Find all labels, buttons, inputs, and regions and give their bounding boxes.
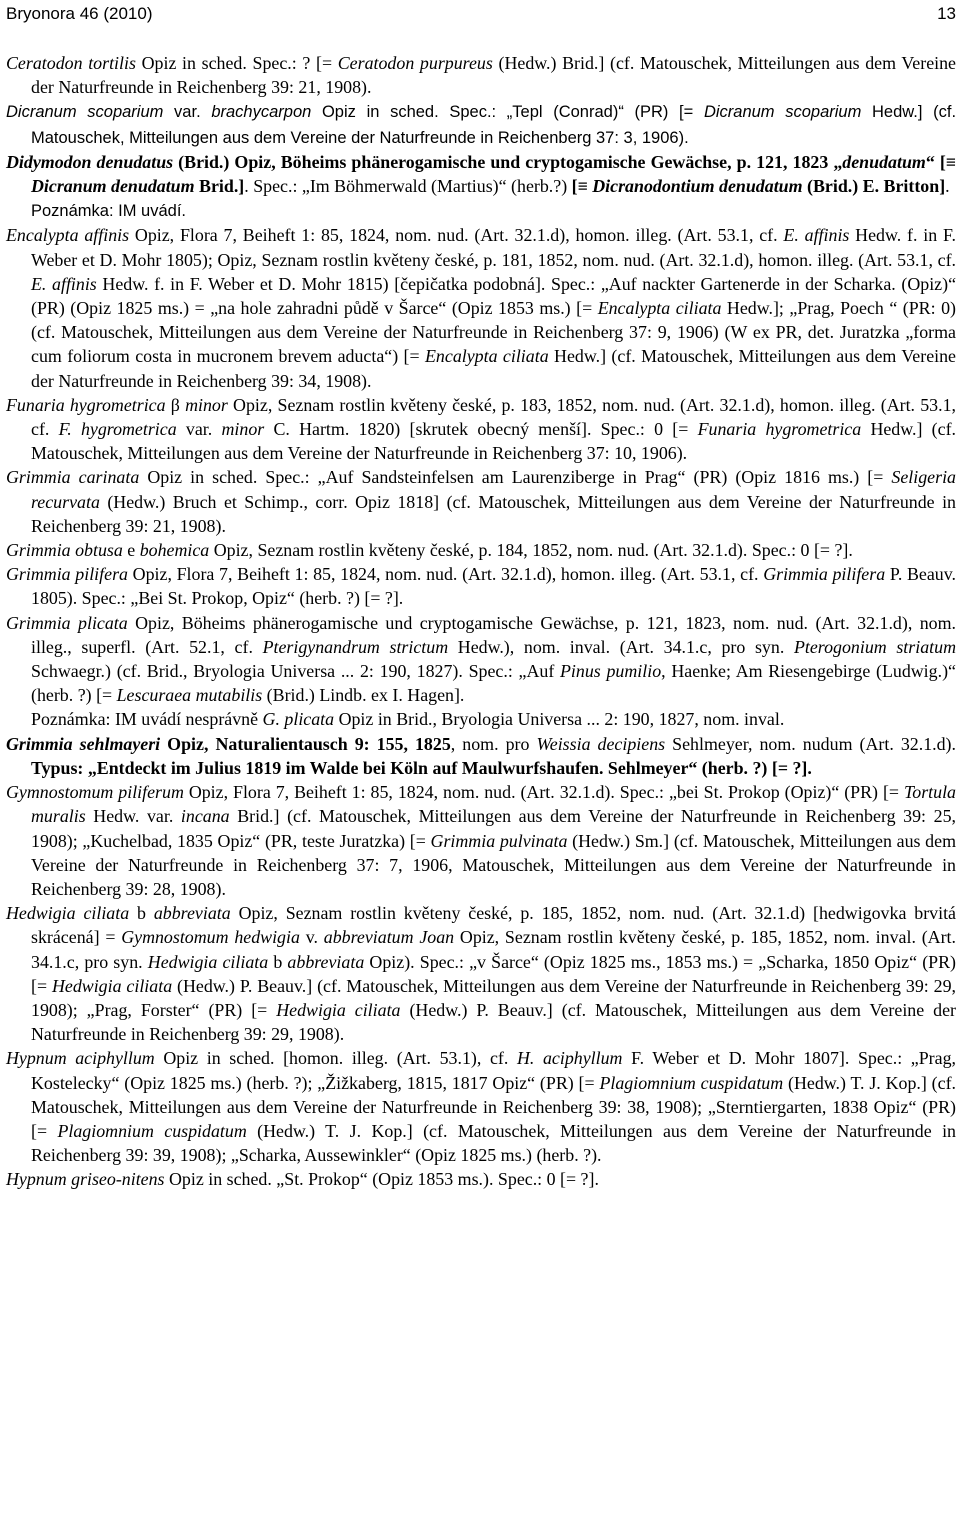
entry-text: , Haenke; Am Riesengebirge (Ludwig.)“ (herb. ?) [=	[31, 661, 956, 706]
entry-text: Opiz, Böheims phänerogamische und cryptogamische Gewächse, p. 121, 1823, nom. nud. (Art. 32.1.d), nom. illeg., superfl. (Art. 52.1, cf.	[31, 612, 956, 657]
taxon-name: Grimmia carinata	[6, 467, 140, 488]
entry-text: (Hedw.) P. Beauv.] (cf. Matouschek, Mitteilungen aus dem Vereine der Naturfreunde in Reichenberg 39: 29, 1908); „Prag, Forster“ (PR) [=	[31, 975, 956, 1020]
taxon-name: Grimmia plicata	[6, 612, 128, 633]
entry-text: [≡	[571, 176, 593, 197]
taxon-name: E. affinis	[31, 273, 97, 294]
taxon-name: Grimmia sehlmayeri	[6, 733, 161, 754]
taxon-name: Grimmia pilifera	[6, 564, 128, 585]
entry-text: β	[165, 394, 186, 415]
entry-text: , nom. pro	[450, 733, 537, 754]
taxon-name: Hypnum aciphyllum	[6, 1048, 155, 1069]
entry-text: C. Hartm. 1820) [skrutek obecný menší]. Spec.: 0 [=	[264, 419, 698, 440]
taxon-entry	[6, 465, 956, 538]
taxon-entry	[6, 223, 956, 392]
taxon-name: Pterogonium striatum	[793, 636, 956, 657]
entry-text: Poznámka: IM uvádí nesprávně	[31, 709, 263, 730]
entry-text: Opiz in sched. Spec.: „Tepl (Conrad)“ (PR) [=	[311, 103, 704, 122]
taxon-name: Hedwigia ciliata	[51, 975, 173, 996]
entry-text: Sehlmeyer, nom. nudum (Art. 32.1.d).	[665, 733, 956, 754]
entry-text: Typus: „Entdeckt im Julius 1819 im Walde bei Köln auf Maulwurfshaufen. Sehlmeyer“ (herb. ?) [= ?].	[31, 757, 812, 778]
taxon-name: Ceratodon purpureus	[337, 53, 493, 73]
taxon-entry	[6, 780, 956, 901]
entry-text: (Hedw.) Brid.] (cf. Matouschek, Mitteilungen aus dem Vereine der Naturfreunde in Reichenberg 39: 21, 1908).	[31, 53, 956, 98]
taxon-name: minor	[185, 394, 228, 415]
entry-text: Opiz, Naturalientausch 9: 155, 1825	[160, 733, 451, 754]
taxon-name: Funaria hygrometrica	[6, 394, 166, 415]
entry-text: v.	[299, 927, 324, 948]
taxon-name: Dicranum denudatum	[31, 176, 195, 197]
taxon-entry	[6, 732, 956, 780]
entry-text: Opiz, Flora 7, Beiheft 1: 85, 1824, nom. nud. (Art. 32.1.d), homon. illeg. (Art. 53.1, cf.	[129, 225, 784, 246]
taxon-name: Weissia decipiens	[536, 733, 666, 754]
entry-text: Brid.] (cf. Matouschek, Mitteilungen aus dem Vereine der Naturfreunde in Reichenberg 39: 25, 1908); „Kuchelbad, 1835 Opiz“ (PR, teste Juratzka) [=	[31, 806, 956, 851]
taxon-name: brachycarpon	[211, 103, 312, 122]
taxon-name: Hypnum griseo-nitens	[6, 1169, 165, 1190]
taxon-name: H. aciphyllum	[516, 1048, 623, 1069]
document-body	[6, 51, 956, 1192]
note-paragraph	[6, 198, 956, 223]
taxon-name: Didymodon denudatus	[6, 151, 174, 172]
entry-text: Opiz, Seznam rostlin květeny české, p. 185, 1852, nom. nud. (Art. 32.1.d) [hedwigovka brvitá skrácená] =	[31, 903, 956, 948]
entry-text: Hedw.] (cf. Matouschek, Mitteilungen aus dem Vereine der Naturfreunde in Reichenberg 37: 10, 1906).	[31, 419, 956, 464]
taxon-entry	[6, 99, 956, 149]
entry-text: . Spec.: „Im Böhmerwald (Martius)“ (herb.?)	[244, 176, 572, 197]
taxon-name: Dicranum scoparium	[6, 103, 164, 122]
taxon-name: abbreviata	[287, 951, 365, 972]
entry-text: Hedw. f. in F. Weber et D. Mohr 1805); Opiz, Seznam rostlin květeny české, p. 181, 1852, nom. nud. (Art. 32.1.d), homon. illeg. (Art. 53.1, cf.	[31, 225, 956, 270]
taxon-name: Encalypta affinis	[6, 225, 130, 246]
entry-text: Opiz in Brid., Bryologia Universa ... 2: 190, 1827, nom. inval.	[334, 709, 785, 730]
page-header	[0, 0, 960, 30]
taxon-entry	[6, 1167, 956, 1191]
taxon-name: Plagiomnium cuspidatum	[57, 1120, 247, 1141]
entry-text: Hedw.), nom. inval. (Art. 34.1.c, pro syn.	[448, 636, 794, 657]
taxon-name: Tortula muralis	[31, 782, 956, 827]
entry-text: Brid.]	[194, 176, 245, 197]
entry-text: Opiz in sched. Spec.: „Auf Sandsteinfelsen am Laurenziberge in Prag“ (PR) (Opiz 1816 ms.) [=	[139, 467, 892, 488]
taxon-entry	[6, 901, 956, 1046]
entry-text: Hedw.] (cf. Matouschek, Mitteilungen aus dem Vereine der Naturfreunde in Reichenberg 37: 3, 1906).	[31, 103, 957, 147]
entry-text: Opiz in sched. Spec.: ? [=	[135, 53, 338, 73]
entry-text: Opiz, Flora 7, Beiheft 1: 85, 1824, nom. nud. (Art. 32.1.d). Spec.: „bei St. Prokop (Opiz)“ (PR) [=	[183, 782, 904, 803]
taxon-name: abbreviata	[153, 903, 231, 924]
entry-text: Hedw. f. in F. Weber et D. Mohr 1815) [čepičatka podobná]. Spec.: „Auf nackter Gartenerde in der Scharka. (Opiz)“ (PR) (Opiz 1825 ms.) = „na hole zahradni půdě v Šarce“ (Opiz 1853 ms.) [=	[31, 273, 957, 319]
entry-text: (Hedw.) Sm.] (cf. Matouschek, Mitteilungen aus dem Vereine der Naturfreunde in Reichenberg 37: 7, 1906, Matouschek, Mitteilungen aus dem Vereine der Naturfreunde in Reichenberg 39: 28, 1908).	[31, 830, 956, 899]
entry-text: Opiz, Seznam rostlin květeny české, p. 185, 1852, nom. inval. (Art. 34.1.c, pro syn.	[31, 927, 956, 972]
entry-text: (Hedw.) T. J. Kop.] (cf. Matouschek, Mitteilungen aus dem Vereine der Naturfreunde in Reichenberg 39: 39, 1908); „Scharka, Aussewinkler“ (Opiz 1825 ms.) (herb. ?).	[31, 1120, 956, 1166]
taxon-entry	[6, 538, 956, 562]
entry-text: Opiz in sched. „St. Prokop“ (Opiz 1853 ms.). Spec.: 0 [= ?].	[164, 1169, 599, 1190]
taxon-entry	[6, 1046, 956, 1167]
entry-text: Schwaegr.) (cf. Brid., Bryologia Universa ... 2: 190, 1827). Spec.: „Auf	[31, 661, 560, 682]
taxon-entry	[6, 611, 956, 708]
taxon-name: Hedwigia ciliata	[147, 951, 269, 972]
taxon-name: Dicranum scoparium	[703, 103, 862, 122]
entry-text: (Brid.) E. Britton]	[802, 176, 946, 197]
entry-text: Hedw. var.	[85, 806, 181, 827]
entry-text: b	[268, 951, 288, 972]
taxon-name: Pterigynandrum strictum	[262, 636, 449, 657]
taxon-name: F. hygrometrica	[58, 419, 177, 440]
taxon-name: Gymnostomum hedwigia	[121, 927, 300, 948]
entry-text: Opiz). Spec.: „v Šarce“ (Opiz 1825 ms., 1853 ms.) = „Scharka, 1850 Opiz“ (PR) [=	[31, 951, 956, 996]
entry-text: (Hedw.) T. J. Kop.] (cf. Matouschek, Mitteilungen aus dem Vereine der Naturfreunde in Reichenberg 39: 38, 1908); „Sterntiergarten, 1838 Opiz“ (PR) [=	[31, 1072, 956, 1141]
taxon-name: minor	[221, 419, 265, 440]
taxon-entry	[6, 393, 956, 466]
entry-text: “ [≡	[925, 151, 956, 172]
entry-text: var.	[176, 419, 222, 440]
taxon-name: Grimmia pilifera	[763, 564, 886, 585]
taxon-name: Hedwigia ciliata	[6, 903, 130, 924]
taxon-name: bohemica	[139, 540, 210, 561]
entry-text: (Brid.) Lindb. ex I. Hagen].	[262, 685, 465, 706]
entry-text: Hedw.]; „Prag, Poech “ (PR: 0) (cf. Matouschek, Mitteilungen aus dem Vereine der Naturfreunde in Reichenberg 37: 9, 1906) (W ex PR, det. Juratzka „forma cum foliorum costa in mucronem brevem aducta“) [=	[31, 298, 956, 367]
taxon-name: Plagiomnium cuspidatum	[599, 1072, 784, 1093]
journal-title: Bryonora 46 (2010)	[6, 4, 153, 23]
entry-text: Opiz, Seznam rostlin květeny české, p. 184, 1852, nom. nud. (Art. 32.1.d). Spec.: 0 [= ?].	[209, 540, 853, 561]
taxon-name: Lescuraea mutabilis	[116, 685, 263, 706]
entry-text: (Hedw.) P. Beauv.] (cf. Matouschek, Mitteilungen aus dem Vereine der Naturfreunde in Reichenberg 39: 29, 1908).	[31, 999, 957, 1045]
note-paragraph	[6, 707, 956, 731]
taxon-name: Funaria hygrometrica	[697, 419, 862, 440]
entry-text: b	[129, 903, 154, 924]
taxon-name: Hedwigia ciliata	[276, 999, 401, 1020]
taxon-name: E. affinis	[783, 225, 850, 246]
taxon-name: denudatum	[842, 151, 926, 172]
taxon-entry	[6, 562, 956, 610]
entry-text: Poznámka: IM uvádí.	[31, 202, 186, 221]
taxon-name: abbreviatum Joan	[323, 927, 455, 948]
entry-text: .	[945, 176, 950, 197]
entry-text: (Brid.) Opiz, Böheims phänerogamische und cryptogamische Gewächse, p. 121, 1823 „	[173, 151, 843, 172]
taxon-name: incana	[180, 806, 230, 827]
entry-text: Hedw.] (cf. Matouschek, Mitteilungen aus dem Vereine der Naturfreunde in Reichenberg 39: 34, 1908).	[31, 346, 956, 391]
taxon-name: Ceratodon tortilis	[6, 53, 136, 73]
entry-text: P. Beauv. 1805). Spec.: „Bei St. Prokop, Opiz“ (herb. ?) [= ?].	[31, 564, 956, 609]
taxon-name: Encalypta ciliata	[597, 298, 722, 319]
entry-text: (Hedw.) Bruch et Schimp., corr. Opiz 1818] (cf. Matouschek, Mitteilungen aus dem Vereine der Naturfreunde in Reichenberg 39: 21, 1908).	[31, 491, 956, 536]
entry-text: e	[122, 540, 140, 561]
taxon-entry	[6, 150, 956, 198]
taxon-name: Seligeria recurvata	[31, 467, 956, 512]
taxon-entry	[6, 51, 956, 99]
taxon-name: G. plicata	[262, 709, 335, 730]
entry-text: Opiz, Flora 7, Beiheft 1: 85, 1824, nom. nud. (Art. 32.1.d), homon. illeg. (Art. 53.1, cf.	[127, 564, 764, 585]
taxon-name: Grimmia obtusa	[6, 540, 123, 561]
taxon-name: Pinus pumilio	[560, 661, 662, 682]
taxon-name: Grimmia pulvinata	[430, 830, 568, 851]
taxon-name: Gymnostomum piliferum	[6, 782, 184, 803]
entry-text: Opiz, Seznam rostlin květeny české, p. 183, 1852, nom. nud. (Art. 32.1.d), homon. illeg. (Art. 53.1, cf.	[31, 394, 956, 440]
entry-text: var.	[163, 103, 212, 122]
page-number: 13	[937, 4, 956, 23]
taxon-name: Encalypta ciliata	[425, 346, 549, 367]
taxon-name: Dicranodontium denudatum	[592, 176, 803, 197]
entry-text: F. Weber et D. Mohr 1807]. Spec.: „Prag, Kostelecky“ (Opiz 1825 ms.) (herb. ?); „Žižkaberg, 1815, 1817 Opiz“ (PR) [=	[31, 1048, 956, 1093]
entry-text: Opiz in sched. [homon. illeg. (Art. 53.1), cf.	[154, 1048, 517, 1069]
